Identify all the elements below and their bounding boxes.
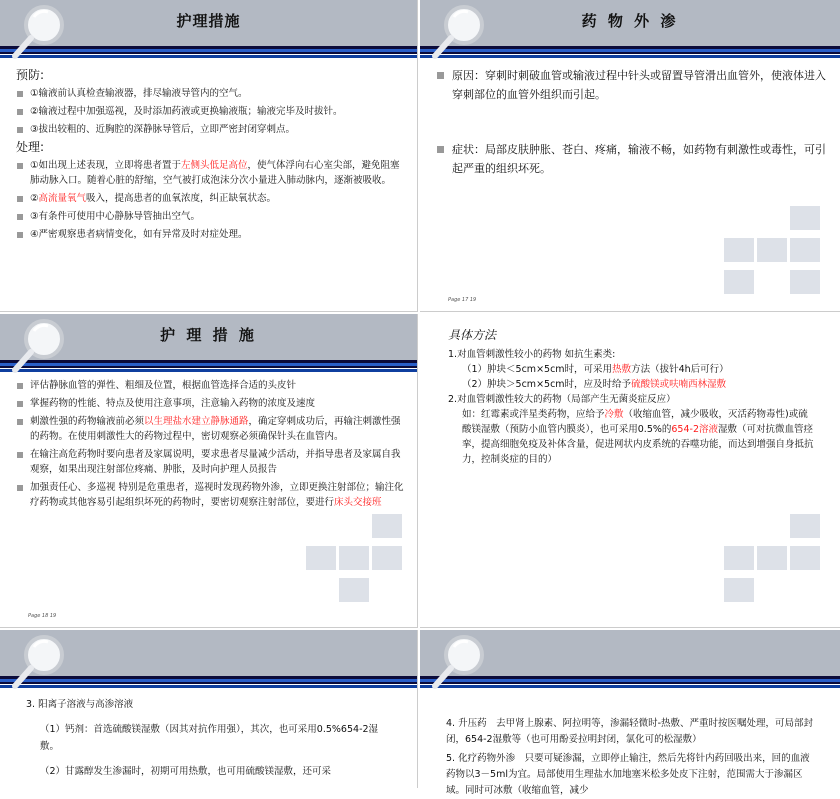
highlight-text: 硫酸镁或呋喃西林湿敷 xyxy=(631,379,727,390)
text: （2）肿块＞5cm×5cm时，应及时给予 xyxy=(462,379,632,390)
magnifier-icon xyxy=(430,0,492,62)
slide-1 xyxy=(0,0,418,312)
paragraph: 4. 升压药 去甲肾上腺素、阿拉明等，渗漏轻微时-热敷、严重时按医嘱处理，可局部封闭，654-2湿敷等（也可用酚妥拉明封闭，氯化可的松湿敷） xyxy=(446,718,814,745)
text: 吸入，提高患者的血氧浓度，纠正缺氧状态。 xyxy=(86,193,277,204)
slide-body xyxy=(436,66,828,190)
list-item: 掌握药物的性能、特点及使用注意事项，注意输入药物的浓度及速度 xyxy=(16,396,405,411)
magnifier-icon xyxy=(430,630,492,692)
list-item xyxy=(16,480,405,510)
treatment-label: 处理: xyxy=(16,140,45,154)
slide-body xyxy=(16,378,405,513)
highlight-text: 654-2溶液 xyxy=(671,424,718,435)
list-item: ①输液前认真检查输液器，排尽输液导管内的空气。 xyxy=(16,86,405,101)
section-heading: 具体方法 xyxy=(448,328,497,342)
highlight-text: 以生理盐水建立静脉通路 xyxy=(144,416,249,427)
decor-square xyxy=(790,206,820,230)
list-item: 原因：穿刺时刺破血管或输液过程中针头或留置导管滑出血管外，使液体进入穿刺部位的血管外组织而引起。 xyxy=(436,66,828,104)
decor-square xyxy=(790,238,820,262)
decor-square xyxy=(724,578,754,602)
list-item: 在输注高危药物时要向患者及家属说明，要求患者尽量减少活动，并指导患者及家属自我观察，如果出现注射部位疼痛、肿胀，及时向护理人员报告 xyxy=(16,447,405,477)
page-number: Page 18 19 xyxy=(28,613,57,619)
text: 方法（拔针4h后可行） xyxy=(631,364,729,375)
highlight-text: 左侧头低足高位 xyxy=(181,160,248,171)
list-item: ③有条件可使用中心静脉导管抽出空气。 xyxy=(16,209,405,224)
list-item: ②输液过程中加强巡视，及时添加药液或更换输液瓶；输液完毕及时拔针。 xyxy=(16,104,405,119)
magnifier-icon xyxy=(10,314,72,376)
list-item xyxy=(16,414,405,444)
paragraph: （1）钙剂：首选硫酸镁湿敷（因其对抗作用强），其次，也可采用0.5%654-2湿敷。 xyxy=(40,724,379,752)
paragraph: 1.对血管刺激性较小的药物 如抗生素类: xyxy=(448,349,616,360)
text: 湿敷（可对抗微血管痉挛，提高细胞免疫及补体含量，促进网状内皮系统的吞噬功能，而达到增强自身抵抗力，控制炎症的目的） xyxy=(462,424,814,465)
list-item: ④严密观察患者病情变化，如有异常及时对症处理。 xyxy=(16,227,405,242)
text: ，使气体浮向右心室尖部，避免阻塞肺动脉入口。随着心脏的舒缩，空气被打成泡沫分次小量进入肺动脉内，逐渐被吸收。 xyxy=(30,160,400,186)
slide-6 xyxy=(420,630,840,796)
decor-square xyxy=(757,238,787,262)
decor-square xyxy=(790,546,820,570)
decor-square xyxy=(339,546,369,570)
list-item xyxy=(16,158,405,188)
text: 加强责任心、多巡视 特别是危重患者，巡视时发现药物外渗，立即更换注射部位；输注化疗药物或其他容易引起组织坏死的药物时，要密切观察注射部位，要进行 xyxy=(30,482,404,508)
slide-4 xyxy=(420,314,840,628)
decor-square xyxy=(790,514,820,538)
text: ①如出现上述表现，立即将患者置于 xyxy=(30,160,182,171)
text: 刺激性强的药物输液前必须 xyxy=(30,416,145,427)
magnifier-icon xyxy=(10,0,72,62)
magnifier-icon xyxy=(10,630,72,692)
paragraph xyxy=(448,362,814,377)
slide-5 xyxy=(0,630,418,788)
decor-square xyxy=(724,270,754,294)
highlight-text: 热敷 xyxy=(612,364,632,375)
text: （1）肿块＜5cm×5cm时，可采用 xyxy=(462,364,613,375)
slide-title: 护 理 措 施 xyxy=(160,326,257,344)
text: 如：红霉素或泮星类药物，应给予 xyxy=(462,409,605,420)
slide-body xyxy=(16,66,405,245)
slide-title: 护理措施 xyxy=(176,12,241,30)
highlight-text: 高流量氧气 xyxy=(38,193,87,204)
slide-2 xyxy=(420,0,840,312)
text: （收缩血管，减少吸收，灭活药物毒性)或硫酸镁湿敷（预防小血管内膜炎），也可采用0.5%的 xyxy=(462,409,808,435)
highlight-text: 床头交接班 xyxy=(334,497,382,508)
prevention-label: 预防: xyxy=(16,68,45,82)
highlight-text: 冷敷 xyxy=(604,409,624,420)
slide-title: 药 物 外 渗 xyxy=(581,12,679,30)
slide-body xyxy=(448,326,814,467)
decor-square xyxy=(372,546,402,570)
paragraph: 5. 化疗药物外渗 只要可疑渗漏，立即停止输注，然后先将针内药回吸出来，回的血液药物以3－5ml为宜。局部使用生理盐水加地塞米松多处皮下注射，范围需大于渗漏区域。同时可冰敷（收缩血管，减少 xyxy=(446,753,810,796)
decor-square xyxy=(790,270,820,294)
slide-body xyxy=(446,716,814,799)
slide-body xyxy=(26,696,389,780)
list-item: 症状：局部皮肤肿胀、苍白、疼痛，输液不畅，如药物有刺激性或毒性，可引起严重的组织坏死。 xyxy=(436,140,828,178)
text: ② xyxy=(30,193,39,204)
decor-square xyxy=(757,546,787,570)
paragraph xyxy=(448,377,814,392)
decor-square xyxy=(724,238,754,262)
page-number: Page 17 19 xyxy=(448,297,477,303)
text: ，确定穿刺成功后，再输注刺激性强的药物。在使用刺激性大的药物过程中，密切观察必须确保针头在血管内。 xyxy=(30,416,401,442)
decor-square xyxy=(306,546,336,570)
paragraph: 2.对血管刺激性较大的药物（局部产生无菌炎症反应） xyxy=(448,394,676,405)
decor-square xyxy=(372,514,402,538)
decor-square xyxy=(724,546,754,570)
paragraph: 3. 阳离子溶液与高渗溶液 xyxy=(26,699,134,710)
slide-3 xyxy=(0,314,418,628)
paragraph: （2）甘露醇发生渗漏时，初期可用热敷，也可用硫酸镁湿敷，还可采 xyxy=(40,766,332,777)
list-item: ③拔出较粗的、近胸腔的深静脉导管后，立即严密封闭穿刺点。 xyxy=(16,122,405,137)
list-item: 评估静脉血管的弹性、粗细及位置，根据血管选择合适的头皮针 xyxy=(16,378,405,393)
list-item xyxy=(16,191,405,206)
decor-square xyxy=(339,578,369,602)
paragraph xyxy=(448,407,814,467)
